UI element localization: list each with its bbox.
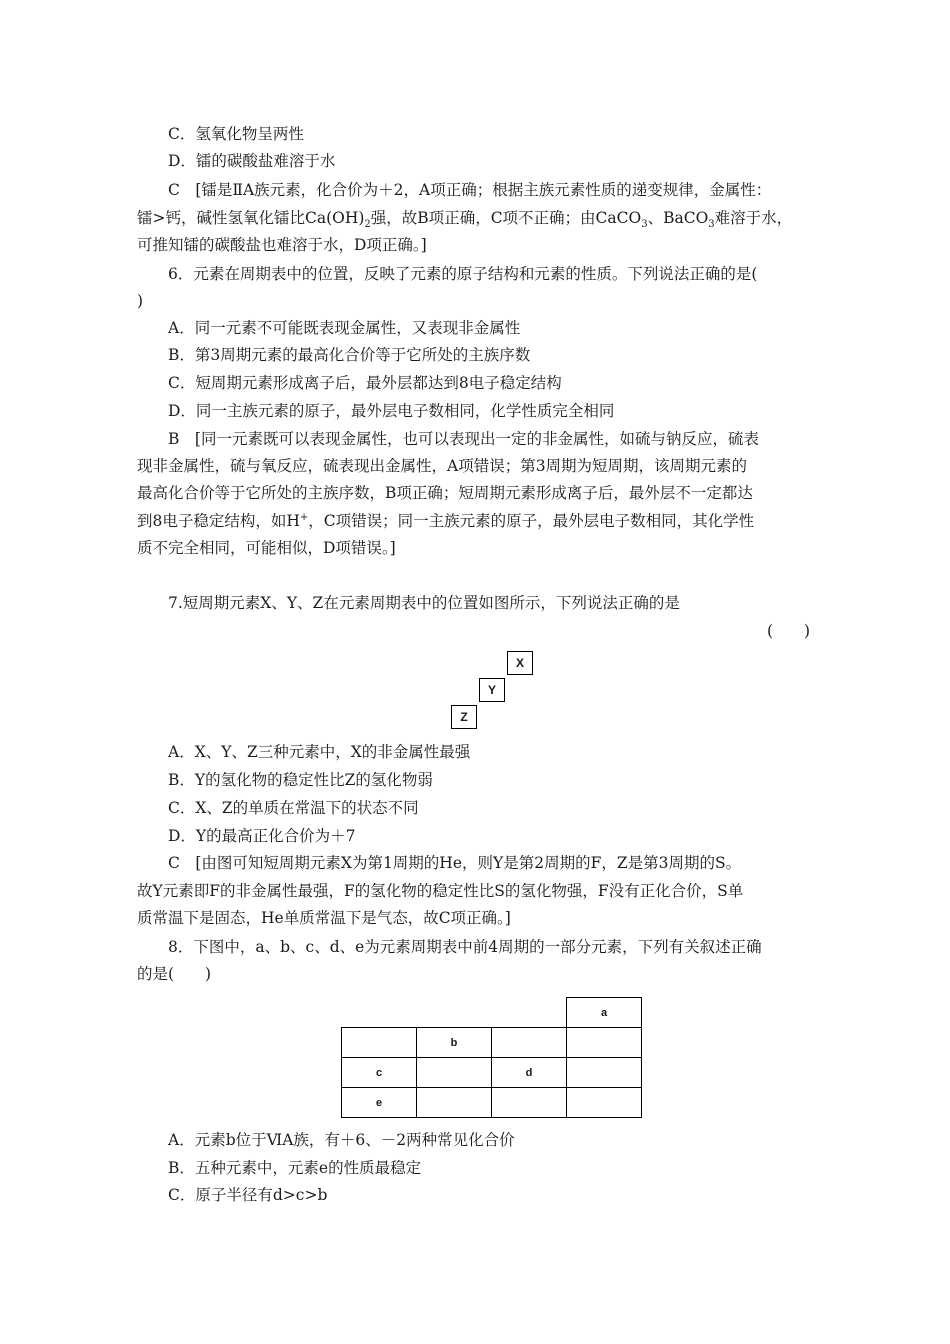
q5-answer-line-2: 镭>钙，碱性氢氧化镭比$Ca(OH)_2$强，故B项正确，C项不正确；由CaCO$_3$、BaCO$_3$难溶于水， bbox=[137, 209, 793, 231]
q7-option-a: A．X、Y、Z三种元素中，X的非金属性最强 bbox=[168, 743, 471, 761]
q7-cell-x: X bbox=[507, 651, 533, 675]
q7-answer-paren: ( ) bbox=[767, 622, 811, 640]
q5-answer-line-1: C [镭是ⅡA族元素，化合价为＋2，A项正确；根据主族元素性质的递变规律，金属性： bbox=[168, 181, 772, 199]
q6-answer-line-4: 到8电子稳定结构，如H+，C项错误；同一主族元素的原子，最外层电子数相同，其化学性 bbox=[137, 511, 755, 530]
q6-option-c: C．短周期元素形成离子后，最外层都达到8电子稳定结构 bbox=[168, 374, 562, 392]
q8-option-a: A．元素b位于ⅥA族，有＋6、－2两种常见化合价 bbox=[168, 1131, 515, 1149]
q6-option-d: D．同一主族元素的原子，最外层电子数相同，化学性质完全相同 bbox=[168, 402, 615, 420]
table-row bbox=[342, 1088, 642, 1118]
q8-stem: 8．下图中，a、b、c、d、e为元素周期表中前4周期的一部分元素，下列有关叙述正确 bbox=[168, 938, 762, 956]
q8-option-b: B．五种元素中，元素e的性质最稳定 bbox=[168, 1159, 422, 1177]
q7-answer-line-2: 故Y元素即F的非金属性最强，F的氢化物的稳定性比S的氢化物强，F没有正化合价，S单 bbox=[137, 882, 744, 900]
q8-cell-d: d bbox=[492, 1058, 567, 1088]
q8-option-c: C．原子半径有d>c>b bbox=[168, 1186, 328, 1204]
q5-option-d: D．镭的碳酸盐难溶于水 bbox=[168, 152, 336, 170]
q6-answer-line-3: 最高化合价等于它所处的主族序数，B项正确；短周期元素形成离子后，最外层不一定都达 bbox=[137, 484, 753, 502]
q7-option-d: D．Y的最高正化合价为＋7 bbox=[168, 827, 356, 845]
q8-cell-b: b bbox=[417, 1028, 492, 1058]
q6-answer-line-5: 质不完全相同，可能相似，D项错误。] bbox=[137, 539, 396, 557]
table-row bbox=[342, 1058, 642, 1088]
q6-stem: 6．元素在周期表中的位置，反映了元素的原子结构和元素的性质。下列说法正确的是( bbox=[168, 265, 758, 283]
q7-stem: 7.短周期元素X、Y、Z在元素周期表中的位置如图所示，下列说法正确的是 bbox=[168, 594, 680, 612]
q7-answer-line-1: C [由图可知短周期元素X为第1周期的He，则Y是第2周期的F，Z是第3周期的S。 bbox=[168, 854, 742, 872]
q6-stem-paren: ) bbox=[137, 292, 144, 310]
q8-cell-c: c bbox=[342, 1058, 417, 1088]
q8-cell-e: e bbox=[342, 1088, 417, 1118]
q7-cell-z: Z bbox=[451, 705, 477, 729]
q6-answer-line-2: 现非金属性，硫与氧反应，硫表现出金属性，A项错误；第3周期为短周期，该周期元素的 bbox=[137, 457, 748, 475]
q6-answer-line-1: B [同一元素既可以表现金属性，也可以表现出一定的非金属性，如硫与钠反应，硫表 bbox=[168, 430, 759, 448]
q6-option-b: B．第3周期元素的最高化合价等于它所处的主族序数 bbox=[168, 346, 531, 364]
q7-option-b: B．Y的氢化物的稳定性比Z的氢化物弱 bbox=[168, 771, 433, 789]
q6-option-a: A．同一元素不可能既表现金属性，又表现非金属性 bbox=[168, 319, 521, 337]
q5-option-c: C．氢氧化物呈两性 bbox=[168, 125, 304, 143]
table-row bbox=[342, 1028, 642, 1058]
q8-cell-a: a bbox=[567, 998, 642, 1028]
q8-stem-line-2: 的是( ) bbox=[137, 965, 212, 983]
table-row bbox=[342, 998, 642, 1028]
q7-answer-line-3: 质常温下是固态，He单质常温下是气态，故C项正确。] bbox=[137, 909, 511, 927]
q7-cell-y: Y bbox=[479, 678, 505, 702]
q8-periodic-table-fragment bbox=[341, 997, 642, 1118]
q7-option-c: C．X、Z的单质在常温下的状态不同 bbox=[168, 799, 419, 817]
q5-answer-line-3: 可推知镭的碳酸盐也难溶于水，D项正确。] bbox=[137, 236, 427, 254]
